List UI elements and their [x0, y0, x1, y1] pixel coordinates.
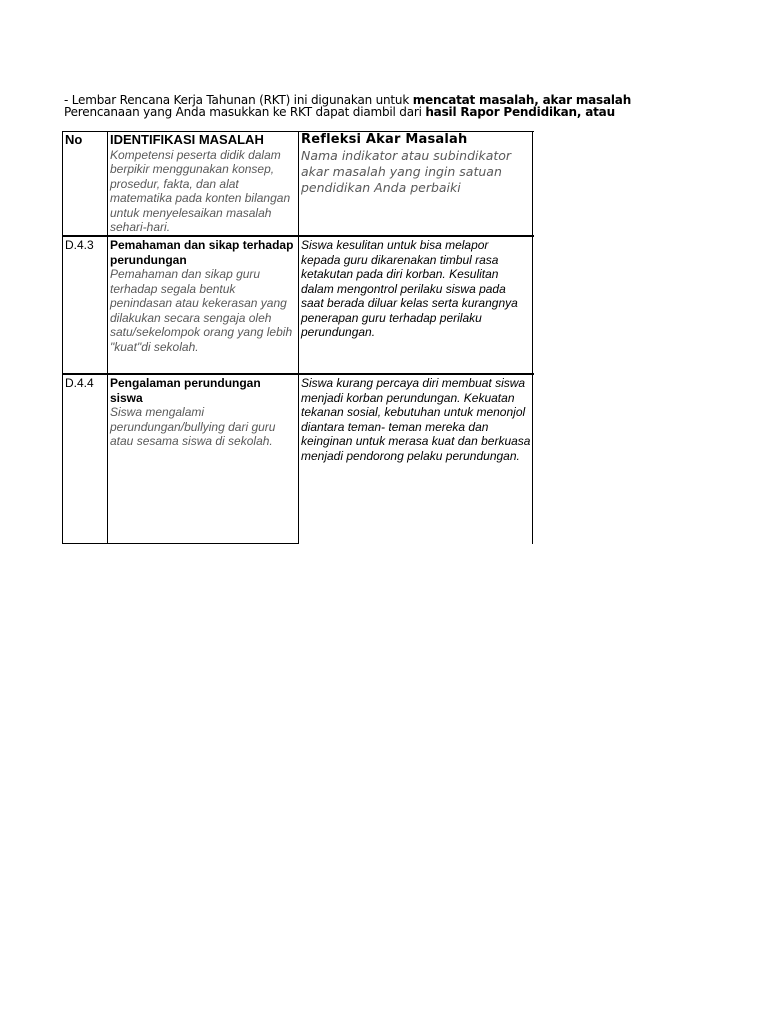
- row-1-identifikasi: [108, 237, 298, 355]
- intro-line-2: [64, 105, 615, 119]
- row-2-refleksi: [299, 375, 533, 464]
- row-2-identifikasi: [108, 375, 298, 450]
- row-2-desc: Siswa mengalami perundungan/bullying dari guru atau sesama siswa di sekolah.: [110, 405, 276, 448]
- header-refleksi-cell: [299, 132, 532, 197]
- table-border-left: [62, 131, 63, 544]
- row-2-no: D.4.4: [65, 376, 94, 390]
- intro-line-2-text: Perencanaan yang Anda masukkan ke RKT dapat diambil dari: [64, 105, 426, 119]
- header-refleksi: Refleksi Akar Masalah: [301, 132, 468, 147]
- table-border-bottom: [62, 543, 299, 544]
- row-2-title: Pengalaman perundungan siswa: [110, 376, 261, 405]
- header-identifikasi: IDENTIFIKASI MASALAH: [110, 132, 264, 147]
- intro-line-1-text: - Lembar Rencana Kerja Tahunan (RKT) ini digunakan untuk: [64, 93, 413, 107]
- header-refleksi-desc: Nama indikator atau subindikator akar masalah yang ingin satuan pendidikan Anda perbaiki: [301, 147, 512, 195]
- row-2-reflection: Siswa kurang percaya diri membuat siswa menjadi korban perundungan. Kekuatan tekanan sosial, kebutuhan untuk menonjol diantara teman- teman mereka dan keinginan untuk merasa kuat dan berkuasa menjadi pendorong pelaku perundungan.: [301, 376, 531, 463]
- header-no: No: [65, 132, 83, 147]
- intro-line-1-bold: mencatat masalah, akar masalah: [412, 93, 632, 107]
- row-1-title: Pemahaman dan sikap terhadap perundungan: [110, 238, 294, 267]
- row-1-refleksi: [299, 237, 533, 341]
- row-1-desc: Pemahaman dan sikap guru terhadap segala bentuk penindasan atau kekerasan yang dilakukan secara sengaja oleh satu/sekelompok orang yang lebih "kuat"di sekolah.: [110, 267, 293, 354]
- header-identifikasi-cell: [108, 132, 298, 236]
- row-1-no: D.4.3: [65, 238, 94, 252]
- row-1-reflection: Siswa kesulitan untuk bisa melapor kepada guru dikarenakan timbul rasa ketakutan pada diri korban. Kesulitan dalam mengontrol perilaku siswa pada saat berada diluar kelas serta kurangnya penerapan guru terhadap perilaku perundungan.: [301, 238, 518, 339]
- rkt-table: [62, 131, 534, 544]
- intro-line-2-bold: hasil Rapor Pendidikan, atau: [425, 105, 615, 119]
- header-identifikasi-desc: Kompetensi peserta didik dalam berpikir menggunakan konsep, prosedur, fakta, dan alat matematika pada konten bilangan untuk menyelesaikan masalah sehari-hari.: [110, 147, 291, 234]
